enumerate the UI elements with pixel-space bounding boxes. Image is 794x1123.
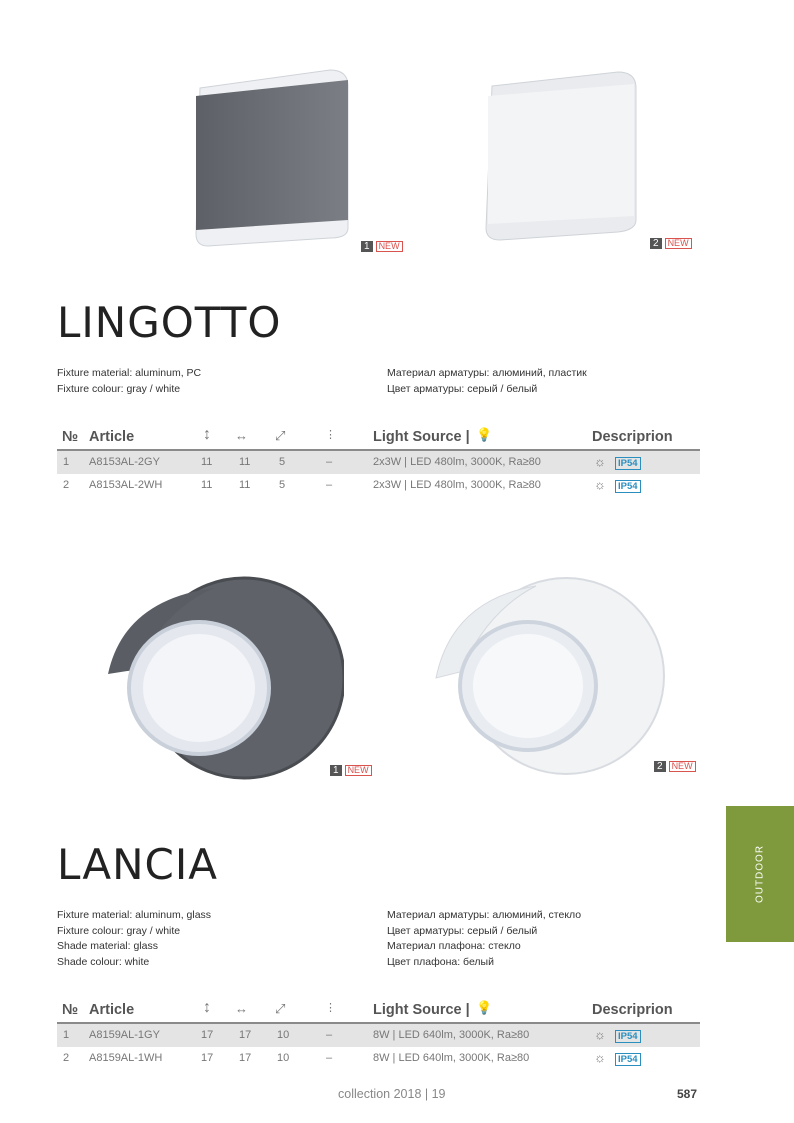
product-image-lancia-gray (104, 570, 344, 785)
header-number: № (62, 1002, 79, 1018)
sun-icon: ☼ (594, 1027, 606, 1042)
height-arrow-icon: ↕ (203, 426, 211, 443)
lamp-base-icon: ⋮ (325, 1002, 336, 1014)
spec-line: Цвет арматуры: серый / белый (387, 924, 538, 937)
header-article: Article (89, 429, 135, 445)
bulb-icon: 💡 (476, 1000, 493, 1015)
product-title: LINGOTTO (57, 298, 282, 347)
new-badge: NEW (376, 241, 403, 252)
header-light-source: Light Source | (373, 1002, 470, 1018)
footer-collection: collection 2018 | 19 (338, 1087, 446, 1101)
cell-width: 17 (239, 1029, 252, 1041)
image-number: 2 (654, 761, 666, 772)
cell-number: 1 (63, 1029, 70, 1041)
cell-depth: 5 (279, 479, 286, 491)
specs-russian (387, 908, 581, 970)
image-number: 1 (361, 241, 373, 252)
cell-height: 17 (201, 1052, 214, 1064)
header-number: № (62, 429, 79, 445)
ip-rating-badge: IP54 (615, 1053, 641, 1066)
width-arrow-icon: ↔ (235, 1001, 248, 1016)
new-badge: NEW (345, 765, 372, 776)
cell-light-source: 8W | LED 640lm, 3000K, Ra≥80 (373, 1052, 530, 1064)
cell-height: 17 (201, 1029, 214, 1041)
spec-line: Материал арматуры: алюминий, стекло (387, 909, 582, 921)
header-description: Descriprion (592, 429, 673, 445)
cell-height: 11 (201, 479, 213, 491)
cell-article: A8153AL-2GY (89, 456, 160, 468)
image-number: 1 (330, 765, 342, 776)
lamp-base-icon: ⋮ (325, 429, 336, 441)
section-tab-label: OUTDOOR (754, 844, 766, 904)
cell-depth: 10 (277, 1029, 290, 1041)
cell-lamp: – (326, 1052, 333, 1064)
height-arrow-icon: ↕ (203, 999, 211, 1016)
table-header (57, 425, 700, 451)
product-title: LANCIA (57, 840, 218, 889)
sun-icon: ☼ (594, 454, 606, 469)
width-arrow-icon: ↔ (235, 428, 248, 443)
spec-line: Материал плафона: стекло (387, 940, 521, 952)
product-image-lingotto-gray (190, 68, 352, 248)
cell-lamp: – (326, 456, 333, 468)
spec-line: Материал арматуры: алюминий, пластик (387, 367, 587, 379)
depth-arrow-icon: ⤢ (275, 428, 286, 443)
cell-lamp: – (326, 1029, 333, 1041)
table-row (57, 1024, 700, 1047)
ip-rating-badge: IP54 (615, 1030, 641, 1043)
ip-rating-badge: IP54 (615, 480, 641, 493)
cell-width: 17 (239, 1052, 252, 1064)
spec-line: Fixture colour: gray / white (57, 382, 181, 395)
new-badge: NEW (669, 761, 696, 772)
header-description: Descriprion (592, 1002, 673, 1018)
cell-number: 2 (63, 479, 70, 491)
section-tab-outdoor[interactable] (726, 806, 794, 942)
cell-width: 11 (239, 456, 251, 468)
article-table (57, 998, 700, 1070)
specs-russian (387, 366, 587, 397)
cell-article: A8153AL-2WH (89, 479, 163, 491)
cell-light-source: 2x3W | LED 480lm, 3000K, Ra≥80 (373, 456, 541, 468)
image-number: 2 (650, 238, 662, 249)
spec-line: Цвет арматуры: серый / белый (387, 382, 538, 395)
cell-number: 2 (63, 1052, 70, 1064)
cell-width: 11 (239, 479, 251, 491)
sun-icon: ☼ (594, 477, 606, 492)
spec-line: Fixture material: aluminum, glass (57, 909, 212, 921)
spec-line: Fixture material: aluminum, PC (57, 367, 202, 379)
product-image-lingotto-white (482, 70, 640, 242)
spec-line: Shade colour: white (57, 955, 150, 968)
cell-article: A8159AL-1GY (89, 1029, 160, 1041)
table-row (57, 1047, 700, 1070)
specs-english (57, 908, 211, 970)
page-number: 587 (677, 1087, 698, 1101)
specs-english (57, 366, 201, 397)
cell-light-source: 2x3W | LED 480lm, 3000K, Ra≥80 (373, 479, 541, 491)
article-table (57, 425, 700, 497)
cell-light-source: 8W | LED 640lm, 3000K, Ra≥80 (373, 1029, 530, 1041)
spec-line: Shade material: glass (57, 940, 158, 952)
table-row (57, 451, 700, 474)
sun-icon: ☼ (594, 1050, 606, 1065)
spec-line: Fixture colour: gray / white (57, 924, 181, 937)
bulb-icon: 💡 (476, 427, 493, 442)
cell-article: A8159AL-1WH (89, 1052, 163, 1064)
table-row (57, 474, 700, 497)
ip-rating-badge: IP54 (615, 457, 641, 470)
header-article: Article (89, 1002, 135, 1018)
cell-number: 1 (63, 456, 70, 468)
cell-lamp: – (326, 479, 333, 491)
new-badge: NEW (665, 238, 692, 249)
table-header (57, 998, 700, 1024)
depth-arrow-icon: ⤢ (275, 1001, 286, 1016)
spec-line: Цвет плафона: белый (387, 955, 494, 968)
product-image-lancia-white (432, 568, 668, 783)
header-light-source: Light Source | (373, 429, 470, 445)
cell-depth: 5 (279, 456, 286, 468)
cell-depth: 10 (277, 1052, 290, 1064)
cell-height: 11 (201, 456, 213, 468)
